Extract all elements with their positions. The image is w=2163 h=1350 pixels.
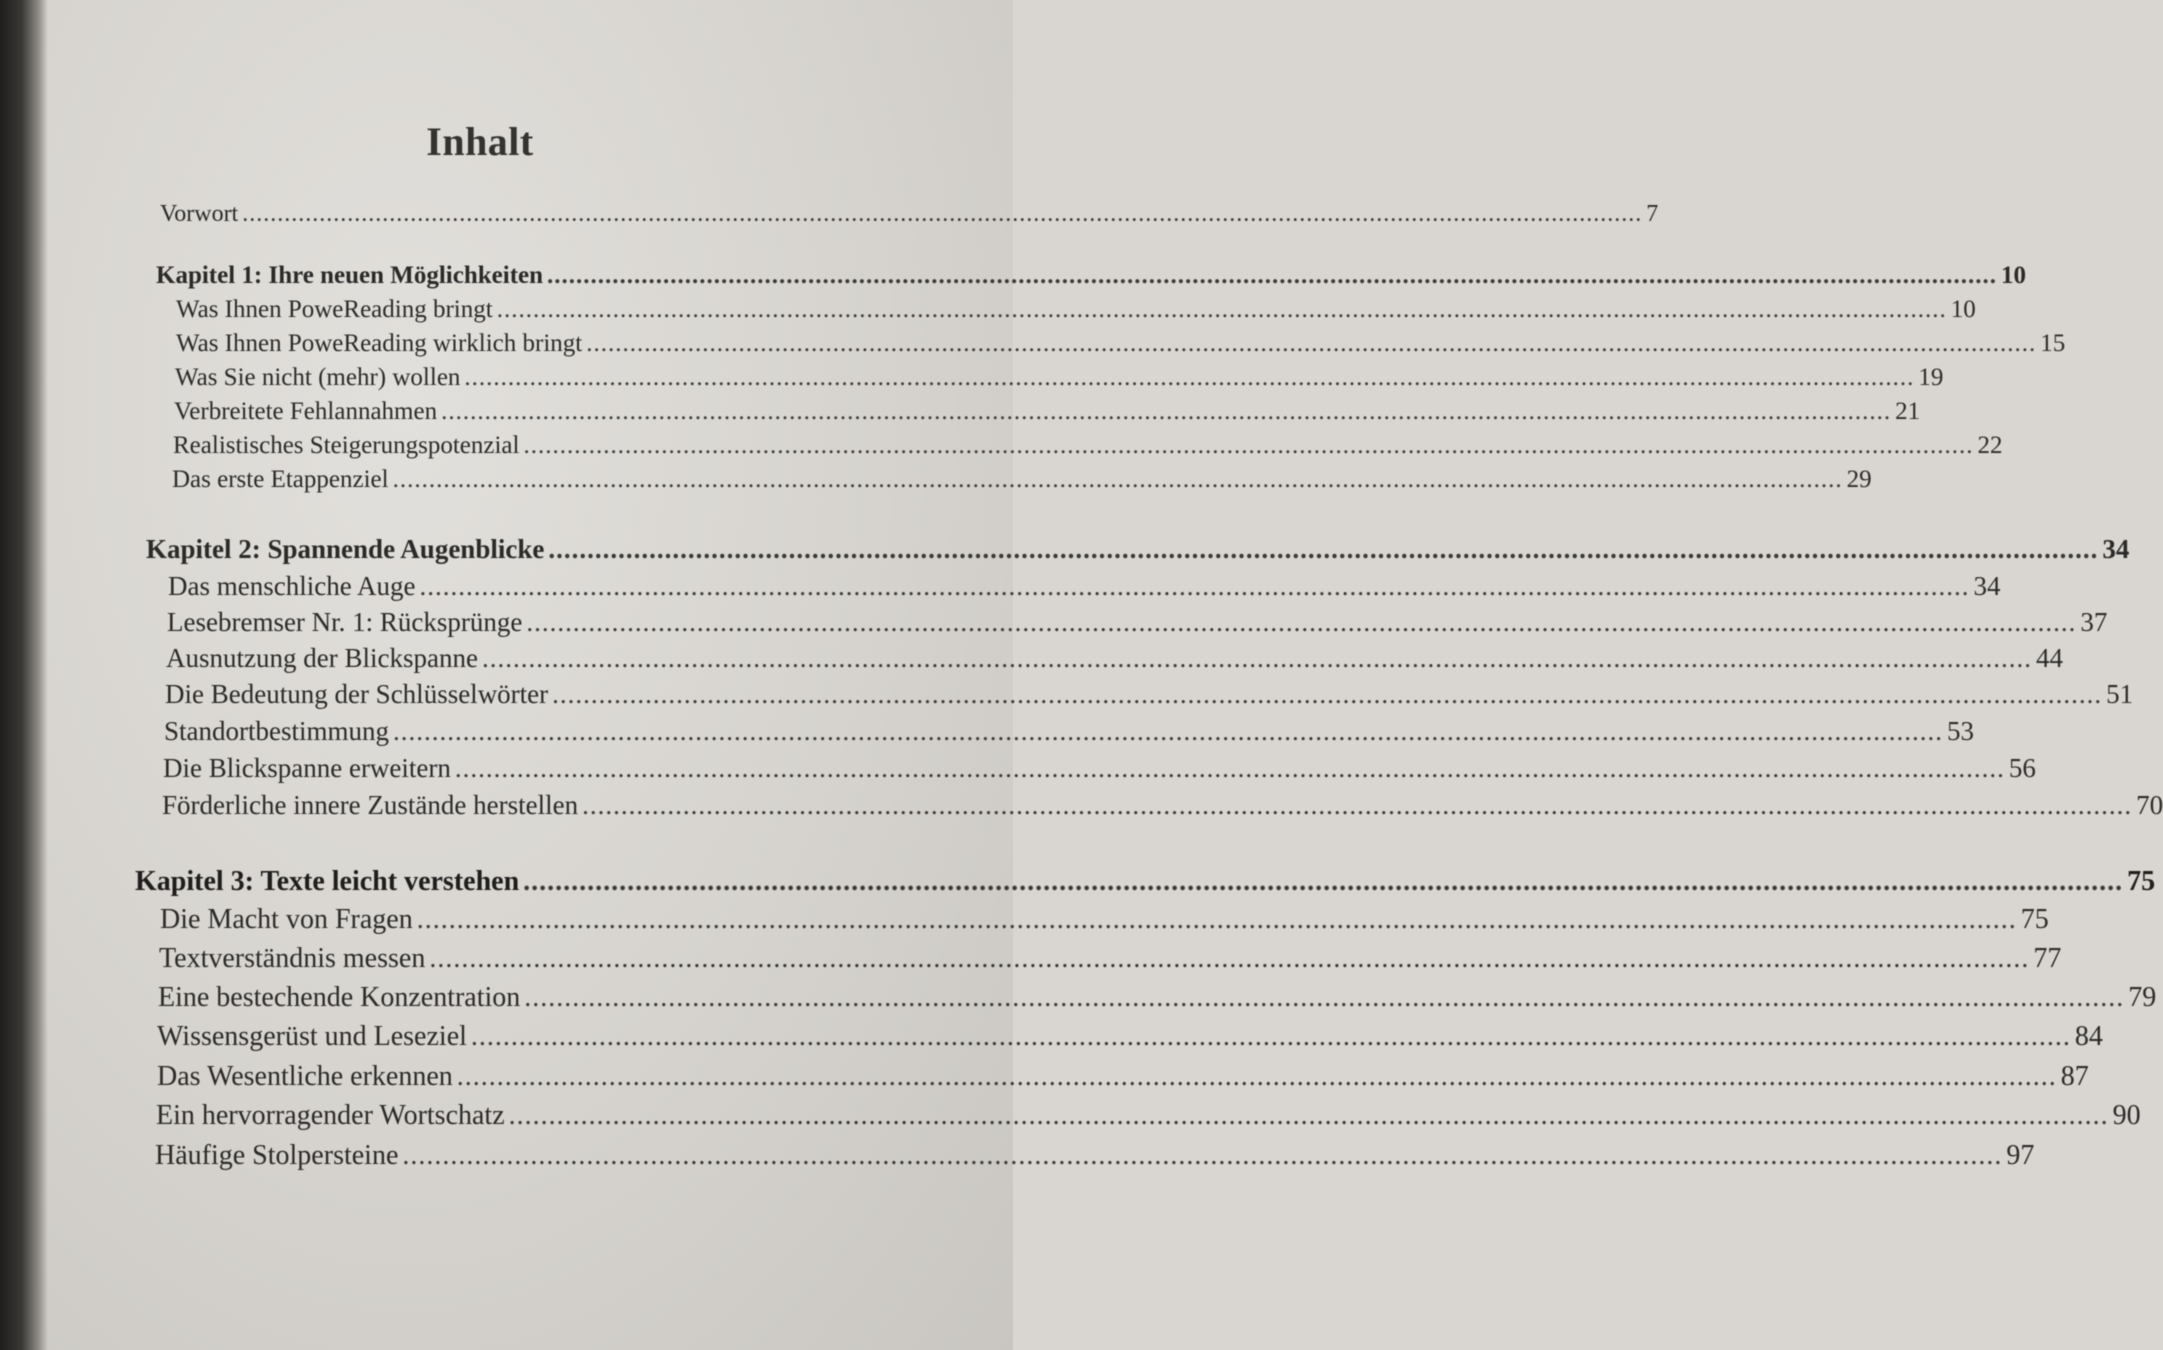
toc-entry: Lesebremser Nr. 1: Rücksprünge ........................................................................................................................................................................................................ 37 (167, 607, 2108, 637)
dot-leader: ........................................................................................................................................................................................................ (393, 716, 1943, 746)
toc-entry: Förderliche innere Zustände herstellen ........................................................................................................................................................................................................ 70 (162, 790, 2163, 820)
toc-entry-label: Vorwort (160, 201, 239, 227)
dot-leader: ........................................................................................................................................................................................................ (523, 866, 2124, 897)
toc-chapter-label: Kapitel 3: Texte leicht verstehen (135, 866, 520, 897)
toc-entry: Ausnutzung der Blickspanne ........................................................................................................................................................................................................ 44 (166, 643, 2063, 673)
dot-leader: ........................................................................................................................................................................................................ (456, 1061, 2057, 1092)
toc-entry: Die Bedeutung der Schlüsselwörter ........................................................................................................................................................................................................ 51 (165, 679, 2134, 709)
toc-chapter-page: 10 (2001, 262, 2027, 289)
dot-leader: ........................................................................................................................................................................................................ (464, 364, 1915, 391)
toc-chapter (146, 533, 2130, 565)
toc-entry: Das Wesentliche erkennen ........................................................................................................................................................................................................ 87 (157, 1061, 2089, 1092)
toc-entry-foreword (160, 198, 1659, 230)
dot-leader: ........................................................................................................................................................................................................ (454, 753, 2005, 783)
toc-chapter-label: Kapitel 1: Ihre neuen Möglichkeiten (156, 262, 544, 289)
dot-leader: ........................................................................................................................................................................................................ (547, 262, 1998, 289)
toc-entry: Häufige Stolpersteine ........................................................................................................................................................................................................ 97 (155, 1140, 2035, 1171)
dot-leader: ........................................................................................................................................................................................................ (524, 982, 2125, 1013)
dot-leader: ........................................................................................................................................................................................................ (548, 534, 2099, 564)
toc-entry: Das menschliche Auge ........................................................................................................................................................................................................ 34 (168, 571, 2001, 601)
toc-entry: Die Blickspanne erweitern ........................................................................................................................................................................................................ 56 (163, 753, 2036, 783)
toc-entry: Wissensgerüst und Leseziel ........................................................................................................................................................................................................ 84 (157, 1021, 2103, 1052)
dot-leader: ........................................................................................................................................................................................................ (523, 432, 1974, 459)
toc-chapter-page: 75 (2127, 866, 2156, 897)
toc-entry: Die Macht von Fragen ........................................................................................................................................................................................................ 75 (160, 904, 2049, 935)
toc-title: Inhalt (426, 119, 534, 164)
toc-entry: Das erste Etappenziel ........................................................................................................................................................................................................ 29 (172, 464, 888, 496)
toc-entry: Standortbestimmung ........................................................................................................................................................................................................ 53 (164, 716, 1974, 746)
dot-leader: ........................................................................................................................................................................................................ (392, 466, 1843, 493)
dot-leader: ........................................................................................................................................................................................................ (416, 904, 2017, 935)
dot-leader: ........................................................................................................................................................................................................ (470, 1021, 2071, 1052)
toc-entry: Ein hervorragender Wortschatz ........................................................................................................................................................................................................ 90 (156, 1100, 2141, 1131)
toc-chapter-page: 34 (2102, 534, 2130, 564)
toc-entry: Was Sie nicht (mehr) wollen ........................................................................................................................................................................................................ 19 (175, 362, 881, 394)
toc-chapter (156, 260, 2027, 292)
dot-leader: ........................................................................................................................................................................................................ (419, 571, 1970, 601)
dot-leader: ........................................................................................................................................................................................................ (586, 330, 2037, 357)
dot-leader: ........................................................................................................................................................................................................ (402, 1140, 2003, 1171)
dot-leader: ........................................................................................................................................................................................................ (242, 201, 1643, 227)
dot-leader: ........................................................................................................................................................................................................ (496, 296, 1947, 323)
dot-leader: ........................................................................................................................................................................................................ (508, 1100, 2109, 1131)
toc-entry-page: 7 (1646, 201, 1659, 227)
toc-entry: Realistisches Steigerungspotenzial ........................................................................................................................................................................................................ 22 (173, 430, 886, 462)
dot-leader: ........................................................................................................................................................................................................ (582, 790, 2133, 820)
toc-entry: Was Ihnen PoweReading bringt ........................................................................................................................................................................................................ 10 (176, 294, 876, 326)
toc-chapter (135, 866, 2156, 898)
dot-leader: ........................................................................................................................................................................................................ (481, 643, 2032, 673)
toc-chapter-label: Kapitel 2: Spannende Augenblicke (146, 534, 545, 564)
dot-leader: ........................................................................................................................................................................................................ (441, 398, 1892, 425)
toc-entry: Textverständnis messen ........................................................................................................................................................................................................ 77 (159, 943, 2062, 974)
toc-entry: Eine bestechende Konzentration ........................................................................................................................................................................................................ 79 (158, 982, 2157, 1013)
dot-leader: ........................................................................................................................................................................................................ (429, 943, 2030, 974)
dot-leader: ........................................................................................................................................................................................................ (552, 679, 2103, 709)
dot-leader: ........................................................................................................................................................................................................ (526, 607, 2077, 637)
toc-entry: Verbreitete Fehlannahmen ........................................................................................................................................................................................................ 21 (174, 396, 884, 428)
toc-entry: Was Ihnen PoweReading wirklich bringt ........................................................................................................................................................................................................ 15 (176, 328, 878, 360)
